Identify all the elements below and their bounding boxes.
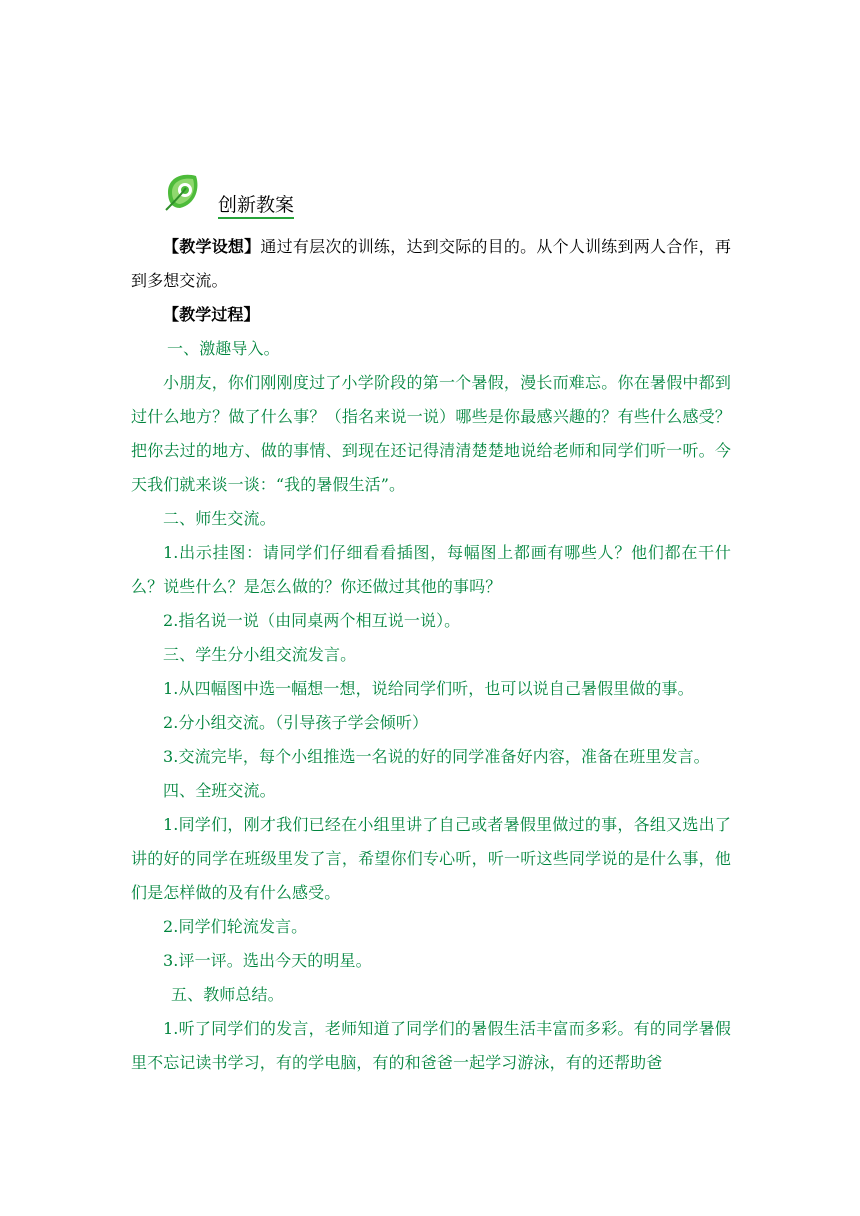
paragraph: 2.指名说一说（由同桌两个相互说一说）。 — [163, 611, 461, 630]
lesson-content — [131, 230, 731, 1080]
paragraph: 1.出示挂图：请同学们仔细看看插图，每幅图上都画有哪些人？他们都在干什么？说些什么？是怎么做的？你还做过其他的事吗？ — [131, 543, 731, 596]
paragraph: 小朋友，你们刚刚度过了小学阶段的第一个暑假，漫长而难忘。你在暑假中都到过什么地方？做了什么事？（指名来说一说）哪些是你最感兴趣的？有些什么感受？把你去过的地方、做的事情、到现在还记得清清楚楚地说给老师和同学们听一听。今天我们就来谈一谈：“我的暑假生活”。 — [131, 373, 731, 494]
paragraph: 1.听了同学们的发言，老师知道了同学们的暑假生活丰富而多彩。有的同学暑假里不忘记读书学习，有的学电脑，有的和爸爸一起学习游泳，有的还帮助爸 — [131, 1019, 731, 1072]
section-heading: 二、师生交流。 — [163, 509, 276, 528]
paragraph: 1.从四幅图中选一幅想一想，说给同学们听，也可以说自己暑假里做的事。 — [163, 679, 694, 698]
design-paragraph — [131, 230, 731, 298]
section-heading: 一、激趣导入。 — [167, 339, 280, 358]
process-label: 【教学过程】 — [163, 305, 260, 324]
leaf-icon — [162, 170, 204, 212]
design-text: 通过有层次的训练，达到交际的目的。从个人训练到两人合作，再到多想交流。 — [131, 237, 731, 290]
paragraph: 3.交流完毕，每个小组推选一名说的好的同学准备好内容，准备在班里发言。 — [163, 747, 710, 766]
section-heading: 五、教师总结。 — [171, 985, 284, 1004]
paragraph: 1.同学们，刚才我们已经在小组里讲了自己或者暑假里做过的事，各组又选出了讲的好的同学在班级里发了言，希望你们专心听，听一听这些同学说的是什么事，他们是怎样做的及有什么感受。 — [131, 815, 731, 902]
paragraph: 3.评一评。选出今天的明星。 — [163, 951, 372, 970]
section-heading: 三、学生分小组交流发言。 — [163, 645, 357, 664]
section-header — [162, 170, 562, 220]
paragraph: 2.分小组交流。（引导孩子学会倾听） — [163, 713, 429, 732]
page-title: 创新教案 — [218, 194, 294, 219]
paragraph: 2.同学们轮流发言。 — [163, 917, 308, 936]
design-label: 【教学设想】 — [163, 237, 261, 256]
section-heading: 四、全班交流。 — [163, 781, 276, 800]
